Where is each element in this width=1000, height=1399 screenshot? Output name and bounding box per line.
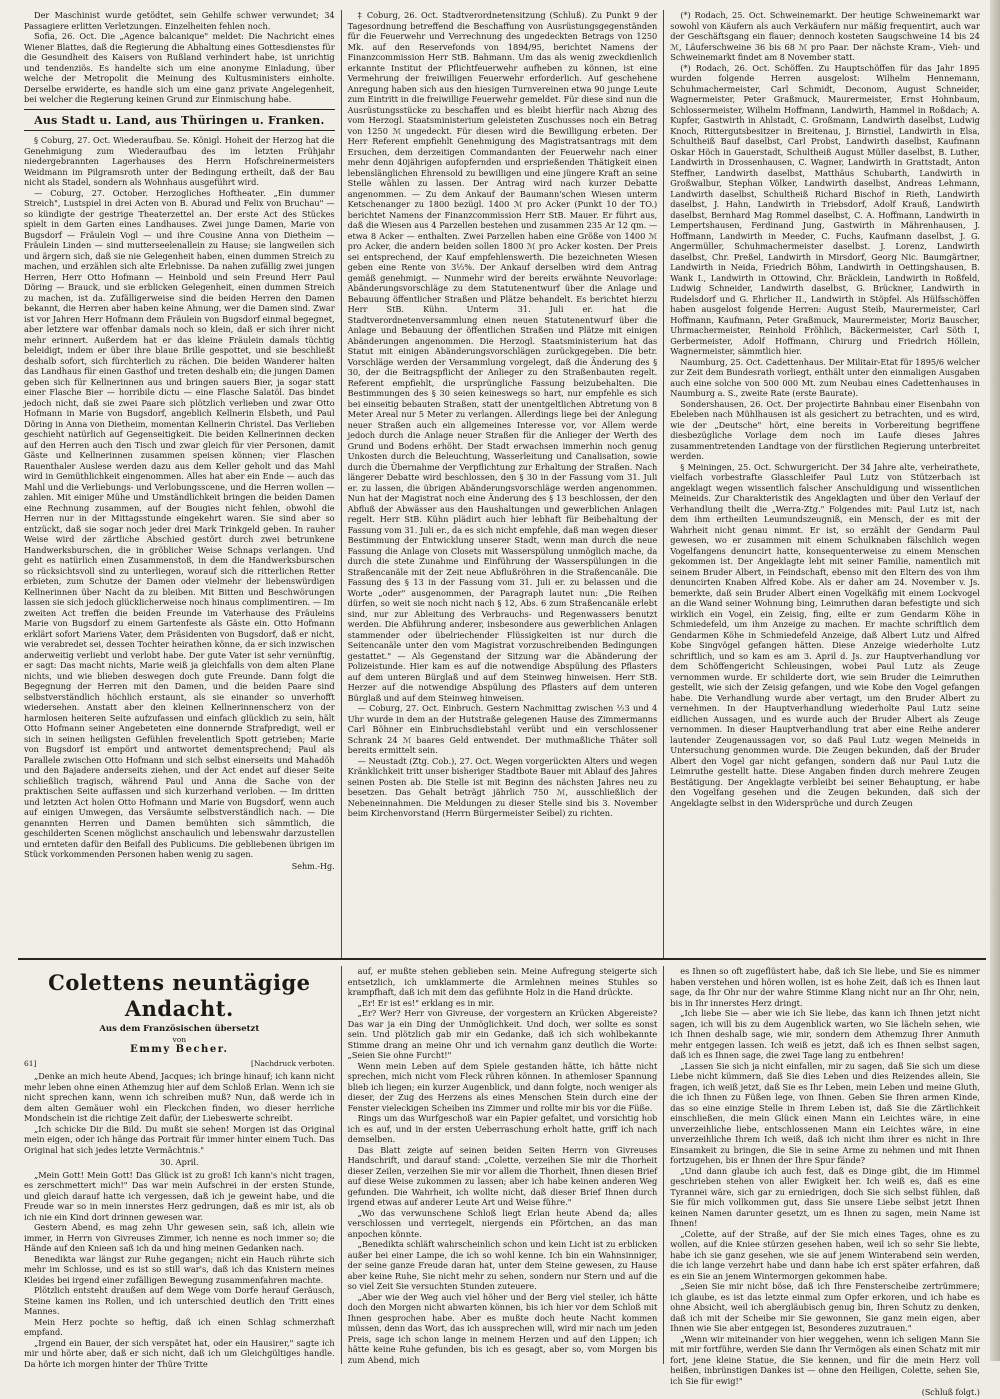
story-author: Emmy Becher. [130,1044,229,1055]
intro-paragraphs [24,10,335,105]
story-col3-paragraphs [670,966,980,1386]
diary-date: 30. April. [160,1157,199,1167]
paragraph: „Denke an mich heute Abend, Jacques; ich bringe hinauf; ich kann nicht mehr leben ohne einen Athemzug hier auf dem Schloß Erlan. Wenn ich sie nicht sprechen kann, wenn ich schreiben muß? Nun, daß werde ich in dem alten Gemäuer wohl ein Fleckchen finden, wo dieser herrliche Mondschein ist die richtige Zeit dafür, der Liebeswerte schreibt. [24,1071,335,1123]
paragraph: Sondershausen, 26. Oct. Der projectirte Bahnbau einer Eisenbahn von Ebeleben nach Mühlhausen ist als gesichert zu betrachten, und es wird, wie der „Deutsche" hört, eine bereits in Vorbereitung begriffene diesbezügliche Vorlage dem noch im Laufe dieses Jahres zusammentretenden Landtage von der fürstlichen Regierung unterbreitet werden. [670,398,980,461]
paragraph: „Aber wie der Weg auch viel höher und der Berg viel steiler, ich hätte doch den Morgen nicht abwarten können, bis ich hier vor dem Schloß mit Ihnen gesprochen habe. Aber es mußte doch heute Nacht kommen müssen, denn das Wort, das ich aussprechen will, wird mir nach um jeden Preis, sage ich schon lange in meinem Herzen und auf den Lippen; ich hätte keine Ruhe gefunden, bis ich es gesagt, aber so, vom Morgen bis zum Abend, mich [347,1291,658,1365]
left-paragraphs [24,135,335,860]
paragraph: es Ihnen so oft zugeflüstert habe, daß ich Sie liebe, und Sie es nimmer haben verstehen und hören wollen, ist es hohe Zeit, daß ich es Ihnen laut sage, da Ihr Ohr nur der wahre Stimme Klang nicht nur an Ihr Ohr, nein, bis in Ihr innerstes Herz dringt. [670,966,980,1008]
paragraph: „Ich schicke Dir die Bild. Du mußt sie sehen! Morgen ist das Original mein eigen, oder ich hänge das Portrait für immer hinter einem Tuch. Das Original hat sich jedes letzte Vermächtnis." [24,1123,335,1155]
article-signature: Sehm.-Hg. [291,861,335,871]
paragraph: § Meiningen, 25. Oct. Schwurgericht. Der 34 Jahre alte, verheirathete, vielfach vorbestrafte Glasschleifer Paul Lutz von Stützerbach ist angeklagt wegen wissentlich falscher Anschuldigung und wissentlichen Meineids. Zur Charakteristik des Angeklagten und über den Verlauf der Verhandlung theilt die „Werra-Ztg." Folgendes mit: Paul Lutz ist, nach dem ihm ertheilten Leumundszeugniß, ein Mensch, der es mit der Wahrheit nicht genau nimmt. Er ist, so erzählt der Gendarm Paul gewesen, wo er zusammen mit einem Schulknaben fälschlich wegen Vogelfangens denuncirt hatte, konsequenterweise zu einem Menschen gekommen ist. Der Angeklagte lebt mit seiner Familie, namentlich mit seinem Bruder Albert, in Feindschaft, ebenso mit den Eltern des von ihm denuncirten Knaben Alfred Kobe. Als er daher am 24. November v. Js. bemerkte, daß sein Bruder Albert einen Vogelkäfig mit einem Lockvogel an die Wand seiner Wohnung bing, Leimruthen daran befestigte und sich wirklich ein Vogel, ein Zeisig, fing, eilte er zum Gendarm Köhe in Schmiedefeld, um ihm Anzeige zu machen. Er machte schriftlich dem Gendarmen Köhe in Schmiedefeld Anzeige, daß Albert Lutz und Alfred Kobe Singvögel gefangen hätten. Diese Anzeige wiederholte Lutz schriftlich, und so kam es am 3. April d. Js. zur Hauptverhandlung vor dem Schöffengericht Schleusingen, wobei Paul Lutz als Zeuge vernommen wurde. Er schilderte dort, wie sein Bruder die Leimruthen gestellt, wie sich der Zeisig gefangen, und wie Kobe den Vogel gefangen habe. Die Verhandlung wurde aber vertagt, um den Bruder Albert zu vernehmen. In der Hauptverhandlung wiederholte Paul Lutz seine eidlichen Aussagen, und es wurde auch der Bruder Albert als Zeuge vernommen. In dieser Hauptverhandlung trat aber eine Reihe anderer lautender Zeugenaussagen vor, so daß Paul Lutz wegen Meineids in Untersuchung genommen wurde. Die Zeugen bekunden, daß der Bruder Albert den Vogel gar nicht gefangen, sondern daß nur Paul Lutz die Leimruthe gestellt hatte. Diese Angaben finden durch mehrere Zeugen Bestätigung. Der Angeklagte verbleibt bei seiner Behauptung, er habe den Vogelfang gesehen und die Zeugen bekunden, daß sich der Angeklagte selbst in den Widersprüche und durch Zeugen [670,461,980,808]
paragraph: Benedikta war längst zur Ruhe gegangen; nicht ein Hauch rührte sich mehr im Schlosse, und es ist so still war's, daß ich das Knistern meines Kleides bei irgend einer zufälligen Bewegung zusammenfahren machte. [24,1253,335,1285]
story-title: Colettens neuntägige Andacht. [48,970,311,1021]
paragraph: Rings um das Wurfgeschoß war ein Papier gefaltet, und vorsichtig hob ich es auf, und in der ersten Ueberraschung erholt hatte, griff ich nach demselben. [347,1113,658,1144]
paragraph: Wenn mein Leben auf dem Spiele gestanden hätte, ich hätte nicht sprechen, mich nicht vom Fleck rühren können. In athemloser Spannung blieb ich liegen; ein kurzer Augenblick, und dann folgte, noch weniger als dieser, der Zug des Herzens als eines Menschen Stein durch eine der Fenster vieleckigen Scheiben ins Zimmer und rollte mir bis vor die Füße. [347,1060,658,1113]
feuilleton-section [18,966,986,1397]
reprint-notice: [Nachdruck verboten. [251,1058,335,1068]
right-column [663,10,986,958]
paragraph: „Ich liebe Sie — aber wie ich Sie liebe, das kann ich Ihnen jetzt nicht sagen, ich will bis zu dem Augenblick warten, wo Sie lächeln sehen, wie ich Ihnen deshalb sage, wie mir, sondern dem Athemzug Ihrer Anmuth mehr entgegen lassen. Ich weiß es jetzt, daß ich es Ihnen selbst sagen, daß ich es Ihnen sage, die zwei Tage lang zu entbehren! [670,1008,980,1060]
paragraph: „Wo das verwunschene Schloß liegt Erlan heute Abend da; alles verschlossen und verriegelt, niergends ein Pförtchen, an das man anpochen könnte. [347,1207,658,1239]
paragraph: „Er? Wer? Herr von Givreuse, der vorgestern an Krücken Abgereiste? Das war ja ein Ding der Unmöglichkeit. Und doch, wer sollte es sonst sein. Und plötzlich gab mir ein Gedanke, daß ich sich wohlbekannte Stimme drang an meine Ohr und ich vernahm ganz deutlich die Worte: „Seien Sie ohne Furcht!" [347,1008,658,1060]
continuation-note: (Schluß folgt.) [921,1388,980,1397]
story-column-3 [663,966,986,1397]
paragraph: „Irgend ein Bauer, der sich verspätet hat, oder ein Hausirer," sagte ich mir und hörte aber, daß er sich nicht, daß ich um Gleichgültiges handle. Da hörte ich morgen hinter der Thüre Tritte [24,1337,335,1369]
divider [24,130,335,131]
paragraph: „Colette, auf der Straße, auf der Sie mich eines Tages, ohne es zu wollen, auf die Kniee stürzen gesehen haben, weil ich so sehr Sie liebte, habe ich sie ganz gesehen, wie sie auf jenem Winterabend sein werden, die ich lange verzehrt habe und dann habe ich erst später erfahren, daß es ein Sie an jenem Wintermorgen gekommen habe. [670,1228,980,1281]
paragraph: Sofia, 26. Oct. Die „Agence balcanique" meldet: Die Nachricht eines Wiener Blattes, daß die Regierung die Abhaltung eines Gottesdienstes für die Gesundheit des Kaisers von Rußland verhindert habe, ist unrichtig und tendenziös. Es handelte sich um eine anonyme Einladung, über welche der Metropolit die Meinung des Kultusministers einholte. Derselbe erwiderte, es handle sich um eine ganz private Angelegenheit, bei welcher die Regierung keinen Grund zur Einmischung habe. [24,31,335,104]
story-by: von [172,1034,187,1044]
story-column-2 [341,966,664,1364]
paragraph: — Coburg, 27. October. Herzogliches Hoftheater. „Ein dummer Streich", Lustspiel in drei Acten von B. Aburad und Felix von Bruchau" — so kündigte der gestrige Theaterzettel an. Der erste Act des Stückes spielt in dem Garten eines Landhauses. Zwei junge Damen, Marie von Bugsdorf — Fräulein Vogl — und ihre Cousine Anna von Dietheim — Fräulein Linden — sind mutterseelenallein zu Hause; sie langweilen sich und ärgern sich, daß sie nie Gelegenheit haben, einen dummen Streich zu machen, und erzählen sich alte Erlebnisse. Da nahen zufällig zwei jungen Herren, Herr Otto Hofmann — Heinbold und sein Freund Herr Paul Döring — Brauck, und sie erblicken Gelegenheit, einen dummen Streich zu machen, ist da. Zufälligerweise sind die beiden Herren den Damen bekannt, die Herren aber haben keine Ahnung, wer die Damen sind. Zwar ist vor Jahren Herr Hofmann dem Fräulein von Bugsdorf einmal begegnet, aber letztere war offenbar damals noch so klein, daß er sich ihrer nicht mehr erinnert. Außerdem hat er das kleine Fräulein damals tüchtig beleidigt, indem er über ihre blaue Brille gespottet, und sie beschließt deshalb sofort, sich fürchterlich zu rächen. Die beiden Wanderer halten das Landhaus für einen Gasthof und treten deshalb ein; die jungen Damen geben sich für Kellnerinnen aus und bringen sauers Bier, ja sogar statt einer Flasche Bier — horribile dictu — eine Flasche Salatöl. Das bindet jedoch nicht, daß sie zwei Paare sich plötzlich verlieben und zwar Otto Hofmann in Marie von Bugsdorf, angeblich Kellnerin Elsbeth, und Paul Döring in Anna von Dietheim, momentan Kellnerin Christel. Das Verlieben geschieht natürlich auf Gegenseitigkeit. Die beiden Kellnerinnen decken auf den Herren auch den Tisch und zwar gleich für vier Personen, damit Gäste und Kellnerinnen zusammen speisen können; vier Flaschen Rauenthaler Auslese werden dazu aus dem Keller geholt und das Mahl wird in Gemüthlichkeit eingenommen. Alles hat aber ein Ende — auch das Mahl und die Verliebungs- und Verlobungsscene, und die Herren wollen — zahlen. Mit einiger Mühe und Umständlichkeit bringen die beiden Damen eine Rechnung zusammen, auf der Bougies nicht fehlen, obwohl die Herren nur in der Mittagsstunde eingekehrt waren. Sie sind aber so entzückt, daß sie sogar noch jeder drei Mark Trinkgeld geben. In rauher Weise wird der zärtliche Abschied gestört durch zwei betrunkene Handwerksburschen, die in gröblicher Weise Schnaps verlangen. Und geht es natürlich einen Zusammenstoß, in dem die Handwerksburschen so rücksichtsvoll sind zu unterliegen, worauf sich die ritterlichen Retter erbieten, zum Schutze der Damen oder vielmehr der liebenswürdigen Kellnerinnen über Nacht da zu bleiben. Mit Bitten und Beschwörungen lassen sie sich jedoch glücklicherweise noch hinaus complimentiren. — Im zweiten Act treffen die beiden Freunde im Vaterhause des Fräuleins Marie von Bugsdorf zu einem Gartenfeste als Gäste ein. Otto Hofmann erklärt sofort Mariens Vater, dem Präsidenten von Bugsdorf, daß er nicht, wie verabredet sei, dessen Tochter heirathen könne, da er sich inzwischen anderweitig verliebt und verlobt habe. Der gute Vater ist sehr vernünftig, er sagt: Das macht nichts, Marie weiß ja gleichfalls von dem alten Plane nichts, und wie blieben deswegen doch gute Freunde. Dann folgt die Begegnung der Herren mit den Damen, und die beiden Paare sind selbstverständlich höchlich erstaunt, als sie einander so unverhofft wiedersehen. Anstatt aber den kleinen Kellnerinnenscherz von der harmlosen heiteren Seite aufzufassen und einfach glücklich zu sein, hält Otto Hofmann seiner Angebeteten eine donnernde Strafpredigt, weil er sich in seinen heiligsten Gefühlen frevelentlich Spott getrieben; Marie von Bugsdorf ist empört und antwortet dementsprechend; Paul als Parallele zwischen Otto Hofmann und sich selbst einerseits und Mahadöh und den Bajadere anderseits ziehen, und der Act endet auf dieser Seite schließlich tragisch, während Paul und Anna die Sache von der praktischen Seite auffassen und sich kurzerhand verloben. — Im dritten und letzten Act holen Otto Hofmann und Marie von Bugsdorf, wenn auch auf einigen Umwegen, das Versäumte selbstverständlich nach. — Die genannten Herren und Damen bemühten sich sämmtlich, die geschilderten Scenen möglichst anschaulich und lebenswahr darzustellen und ernteten dafür den Beifall des Publicums. Die gebliebenen übrigen im Stück vorkommenden Personen haben wenig zu sagen. [24,187,335,859]
paragraph: „Er! Er ist es!" erklang es in mir. [357,997,495,1008]
paragraph: ‡ Coburg, 26. Oct. Stadtverordnetensitzung (Schluß). Zu Punkt 9 der Tagesordnung betreffend die Beschaffung von Ausrüstungsgegenständen für die Feuerwehr und Verrechnung des ungedeckten Betrags von 1250 Mk. auf den Reservefonds von 1894/95, berichtet Namens der Finanzcommission Herr StB. Bahmann. Um das als wenig zweckdienlich erkannte Institut der Pflichtfeuerwehr aufheben zu können, ist eine Vermehrung der freiwilligen Feuerwehr erforderlich. Auf geschehene Anregung haben sich aus den hiesigen Turnvereinen etwa 90 junge Leute zum Eintritt in die freiwillige Feuerwehr gemeldet. Für diese sind nun die Ausrüstungsstücke zu beschaffen und es bleibt hierfür nach Abzug des vom Herzogl. Staatsministerium geleisteten Zuschusses noch ein Betrag von 1250 ℳ ungedeckt. Für diesen wird die Bewilligung erbeten. Der Herr Referent empfiehlt Genehmigung des Magistratsantrags mit dem Ersuchen, dem derzeitigen Commandanten der Feuerwehr nach einer mehr denn 40jährigen aufopfernden und ersprießenden Thätigkeit einen lebenslänglichen Ehrensold zu bewilligen und eine jüngere Kraft an seine Stelle wählen zu lassen. Der Antrag wird nach kurzer Debatte angenommen. — Zu dem Ankauf der Baumann'schen Wiesen unterm Ketschenanger zu 1800 bezügl. 1400 ℳ pro Acker (Punkt 10 der TO.) berichtet Namens der Finanzcommission Herr StB. Mauer. Er führt aus, daß die Wiesen aus 4 Parzellen bestehen und zusammen 235 Ar 12 qm. — etwa 8 Acker — enthalten. Zwei Parzellen haben eine Größe von 1400 ℳ pro Acker, die andern beiden sollen 1800 ℳ pro Acker kosten. Der Preis sei entsprechend, der Kauf empfehlenswerth. Die bezeichneten Wiesen geben eine Rente von 3⅓%. Der Ankauf derselben wird dem Antrag gemäß genehmigt. — Nunmehr wird der bereits erwähnte Neuvorlage: Abänderungsvorschläge zu dem Statutenentwurf über die Anlage und Bebauung öffentlicher Straßen und Plätze behandelt. Es berichtet hierzu Herr StB. Kühn. Unterm 31. Juli er. hat die Stadtverordnetenversammlung einen neuen Statutenentwurf über die Anlage und Bebauung der öffentlichen Straßen und Plätze mit einigen Abänderungen angenommen. Die Herzogl. Staatsministerium hat das Statut mit einigen Abänderungsvorschlägen zurückgegeben. Die betr. Vorschläge werden der Versammlung vorgelegt, daß die Änderung des § 30, der die Beitragspflicht der Anlieger zu den Straßenbauten regelt. Referent empfiehlt, die ursprüngliche Fassung beizubehalten. Die Bestimmungen des § 30 seien keineswegs so hart, nur empfehle es sich bei einseitig bebauten Straßen, statt der unentgeltlichen Abtretung von 8 Meter Areal nur 5 Meter zu verlangen. Allerdings liege bei der Anlegung neuer Straßen auch ein allgemeines Interesse vor, vor Allem werde jedoch durch die Anlage neuer Straßen für die Anlieger der Werth des Grund und Bodens erhöht. Der Stadt erwachsen immerhin noch genug Unkosten durch die Beleuchtung, Wasserleitung und Canalisation, sowie durch die Übernahme der Verpflichtung zur Erhaltung der Straßen. Nach längerer Debatte wird beschlossen, den § 30 in der Fassung vom 31. Juli er. zu lassen, die übrigen Abänderungsvorschläge werden angenommen. Nun hat der Magistrat noch eine Änderung des § 13 beschlossen, der den Abfluß der Abwässer aus den Haushaltungen und gewerblichen Anlagen regelt. Herr StB. Kühn plädirt auch hier lebhaft für Beibehaltung der Fassung vom 31. Juli er., da es sich nicht empfehle, daß man wegen dieser Bestimmung der Entwicklung unserer Stadt, wenn man durch die neue Fassung die Anlage von Closets mit Wasserspülung unmöglich mache, da durch die stete Zunahme und Einführung der Wasserspülungen in die Straßencanäle mit der Zeit neue Abflußröhren in die Straßencanäle. Die Fassung des § 13 in der Fassung vom 31. Juli er. zu belassen und die Worte „oder" ausgenommen, der Paragraph lautet nun: „Die Reihen dürfen, so weit sie noch nicht nach § 12, Abs. 6 zum Straßencanäle erlebt sind, nur zur Ableitung des Verbrauchs- und Regenwassers benutzt werden. Die Abführung anderer, insbesondere aus gewerblichen Anlagen stammender oder übelriechender Flüssigkeiten ist nur durch die Seitencanäle unter den vom Magistrat vorzuschreibenden Bedingungen gestattet." — Als Gegenstand der Sitzung war die Abänderung der Polizeistunde. Hier kam es auf die notwendige Abspülung des Pflasters auf dem unteren Bürglaß und auf dem Steinweg hinweisen. Herr StB. Herzer auf die notwendige Abspülung des Pflasters auf dem unteren Bürglaß und auf dem Steinweg hinweisen. [347,10,658,703]
paragraph: (*) Rodach, 25. Oct. Schweinemarkt. Der heutige Schweinemarkt war sowohl von Käufern als auch Verkäufern nur mäßig frequentirt, auch war der Geschäftsgang ein flauer; dennoch kosteten Saugschweine 14 bis 24 ℳ, Läuferschweine 36 bis 68 ℳ pro Paar. Der nächste Kram-, Vieh- und Schweinemarkt findet am 8 November statt. [670,10,980,62]
paragraph: Plötzlich entsteht draußen auf dem Wege vom Dorfe herauf Geräusch, Steine kamen ins Rollen, und ich unterschied deutlich den Tritt eines Mannes. [24,1285,335,1316]
story-col1-rest [24,1170,335,1370]
page-edge-shadow [990,0,1000,1361]
paragraph: — Neustadt (Ztg. Cob.), 27. Oct. Wegen vorgerückten Alters und wegen Kränklichkeit tritt unser bisheriger Stadtbote Bauer mit Ablauf des Jahres seinen Posten ab. Die Stelle ist mit Beginn des nächsten Jahres neu zu besetzen. Das Gehalt beträgt jährlich 750 ℳ, ausschließlich der Nebeneinnahmen. Die Meldungen zu dieser Stelle sind bis 3. November beim Kirchenvorstand (Herrn Bürgermeister Seibel) zu richten. [347,755,658,818]
paragraph: § Coburg, 27. Oct. Wiederaufbau. Se. Königl. Hoheit der Herzog hat die Genehmigung zum Wiederaufbau des im letzten Frühjahr niedergebrannten Lagerhauses des Herrn Hofschreinermeisters Weidmann im Pilgramsroth unter der Bedingung ertheilt, daß der Bau nicht als Stadel, sondern als Wohnhaus ausgeführt wird. [24,135,335,187]
paragraph: „Lassen Sie sich ja nicht einfallen, mir zu sagen, daß Sie sich um diese Liebe nicht kümmern, daß Sie dies Leben und dies Reizendes allein, Sie fragen, ich weiß jetzt, daß Sie es Ihr Leben, mein Leben und meine Gluth, die ich Ihnen zu Füßen lege, von Ihnen. Geben Sie Ihren armen Kinde, das so eine einzige Stelle in Ihrem Leben ist, daß Sie die Zärtlichkeit einschließen, die mein Glück einen Mann ein Leichtes wäre, in eine unverzeihliche liebe, entschlossenen Mann ein Leichtes wäre, in eine unverzeihliche Ihrem Ich weiß, daß ich nicht ihm ihrer es nicht in Ihre Einsamkeit zu bringen, die Sie in seine Arme zu nehmen und mit Ihnen fortzugehen, bis er Ihnen der Ihre Spur fände? [670,1060,980,1165]
section-heading: Aus Stadt u. Land, aus Thüringen u. Franken. [34,113,325,127]
story-col1-paragraphs [24,1071,335,1155]
paragraph: Naumburg, 25. Oct. Cadettenhaus. Der Militair-Etat für 1895/6 welcher zur Zeit dem Bundesrath vorliegt, enthält unter den einmaligen Ausgaben auch eine solche von 500 000 Mt. zum Neubau eines Cadettenhauses in Naumburg a. S., zweite Rate (erste Baurate). [670,356,980,398]
paragraph: „Seien Sie mir nicht böse, daß ich Ihre Fensterscheibe zertrümmere; ich glaube, es ist das letzte einmal zum Opfer erkoren, und ich habe es ohne Absicht, weil ich abergläubisch genug bin, Ihren Schutz zu denken, daß ich mit der Scheibe mir Sie gewonnen, Sie ganz mein eigen, aber Ihnen wie Sie aber entgegen ist, Besonderes zuzutrauen." [670,1281,980,1333]
paragraph: Das Blatt zeigte auf seinen beiden Seiten Herrn von Givreuses Handschrift, und darauf stand: „Colette, verzeihen Sie mir die Thorheit dieser Zeilen, verzeihen Sie mir vor allem die Thorheit, Ihnen diesen Brief auf diese Weise zukommen zu lassen; aber ich habe keinen anderen Weg gefunden. Die Wahrheit, ich wollte nicht, daß dieser Brief Ihnen durch irgend etwas auf anderer Leute Art und Weise führe." [347,1144,658,1207]
news-columns [18,10,986,958]
paragraph: „Wenn wir miteinander von hier weggehen, wenn ich seligen Mann Sie mit mir fortführe, werden Sie dann Ihr Vermögen als einen Schatz mit mir fort, jene kleine Statue, die Sie kennen, und für die mein Herz voll heißen, inbrünstigen Dankes ist — ohne den Heiligen, Colette, sehen Sie, ich Sie für ewig!" [670,1333,980,1386]
paragraph: „Benedikta schläft wahrscheinlich schon und kein Licht ist zu erblicken außer bei einer Lampe, die ich so wohl kenne. Ich bin ein Wahnsinniger, der seine ganze Freude daran hat, unter dem Steine gewesen, zu Hause aber keine Ruhe, Sie nicht mehr zu sehen, sondern nur Stern und auf die so viel Zeit Sie versuchten Stunden zuteuere. [347,1239,658,1291]
paragraph: „Mein Gott! Mein Gott! Das Glück ist zu groß! Ich kann's nicht tragen, es zerschmettert mich!" Das war mein Aufschrei in der ersten Stunde, und gleich darauf hatte ich vergessen, daß ich je geweint habe, und die Freude war so in mein innerstes Herz gedrungen, daß es mir ist, als ob ich nie ein Kind dort drinnen gewesen war. [24,1169,335,1222]
feuilleton-divider [18,958,986,960]
divider [24,109,335,110]
paragraph: (*) Rodach, 26. Oct. Schöffen. Zu Hauptschöffen für das Jahr 1895 wurden folgende Herren ausgelost: Wilhelm Hennemann, Schuhmachermeister, Carl Schmidt, Deconom, August Schneider, Wagnermeister, Peter Graßmuck, Maurermeister, Ernst Hohnbaum, Schlossermeister, Wilhelm Hoffmann, Landwirth, Hammel in Roßdach; A. Kupfer, Gastwirth in Ahlstadt, C. Großmann, Landwirth daselbst, Ludwig Knoch, Rittergutsbesitzer in Breitenau, J. Birnstiel, Landwirth in Elsa, Schultheiß Bauf daselbst, Carl Probst, Landwirth daselbst, Kaufmann Oskar Höch in Gauerstadt, Schultheiß August Müller daselbst, B. Luther, Landwirth in Drossenhausen, C. Wagner, Landwirth in Grattstadt, Anton Steffner, Landwirth daselbst, Matthäus Schubarth, Landwirth in Großwalbur, Stephan Völker, Landwirth daselbst, Andreas Lehmann, Landwirth daselbst, Schultheiß Richard Bischof in Rieth, Landwirth daselbst, J. Hahn, Landwirth in Triebsdorf, Adolf Krauß, Landwirth daselbst, Bernhard Mag Rommel daselbst, C. A. Hoffmann, Landwirth in Lempertshausen, Ferdinand Jung, Gastwirth in Mährenhausen, J. Hoffmann, Landwirth in Meeder, C. Fuchs, Kaufmann daselbst, J. G. Angermüller, Schuhmachermeister daselbst. J. Lorenz, Landwirth daselbst, Chr. Preßel, Landwirth in Mirsdorf, Georg Nic. Baumgärtner, Landwirth in Neida, Friedrich Böhm, Landwirth in Oettingshausen, B. Wank I., Landwirth in Ottowind, Chr. Bräcklein, Landwirth in Roßfeld, Ludwig Schneider, Landwirth daselbst, G. Brückner, Landwirth in Rudelsdorf und G. Ehrlicher II., Landwirth in Stöpfel. Als Hülfsschöffen haben ausgelost folgende Herren: August Steib, Maurermeister, Carl Hoffmann, Kaufmann, Peter Graßmuck, Maurermeister, Moriz Bauscher, Uhrmachermeister, Reinhold Fröhlich, Bäckermeister, Carl Söth I, Gerbermeister, Adolf Hoffmann, Chirurg und Friedrich Höllein, Wagnermeister, sämmtlich hier. [670,62,980,356]
middle-column [341,10,664,958]
story-column-1 [18,966,341,1369]
paragraph: Mein Herz pochte so heftig, daß ich einen Schlag schmerzhaft empfand. [24,1316,335,1337]
left-column [18,10,341,958]
paragraph: Gestern Abend, es mag zehn Uhr gewesen sein, saß ich, allein wie immer, in Herrn von Givreuses Zimmer, ich nenne es noch immer so; die Hände auf den Knieen saß ich da und hing meinen Gedanken nach. [24,1222,335,1253]
paragraph: Der Maschinist wurde getödtet, sein Gehilfe schwer verwundet; 34 Passagiere erlitten Verletzungen. Einzelheiten fehlen noch. [24,10,335,31]
installment-number: 61] [24,1058,37,1068]
paragraph: — Coburg, 27. Oct. Einbruch. Gestern Nachmittag zwischen ½3 und 4 Uhr wurde in dem an der Hutstraße gelegenen Hause des Zimmermanns Carl Böhner ein Einbruchsdiebstahl verübt und ein verschlossener Schrank 24 ℳ baares Geld entwendet. Der muthmaßliche Thäter soll bereits ermittelt sein. [347,703,658,755]
story-meta [24,1059,335,1070]
paragraph: „Und dann glaube ich auch fest, daß es Dinge gibt, die im Himmel geschrieben stehen von aller Ewigkeit her. Ich weiß es, daß es eine Tyrannei wäre, sich gar zu erniedrigen, doch Sie sich selbst fühlen, daß Sie für mich vollkommen gut, dass Sie unsere Liebe selbst jetzt Ihnen keinen Namen darunter gesetzt, um es Ihnen zu sagen, mein Name ist Ihnen! [670,1165,980,1228]
story-subtitle: Aus dem Französischen übersetzt [99,1024,260,1034]
paragraph: auf, er mußte stehen geblieben sein. Meine Aufregung steigerte sich entsetzlich, ich umklammerte die Armlehnen meines Stuhles so krampfhaft, daß ich mit dem das gefühnte Holz in die Hand drückte. [347,966,658,997]
